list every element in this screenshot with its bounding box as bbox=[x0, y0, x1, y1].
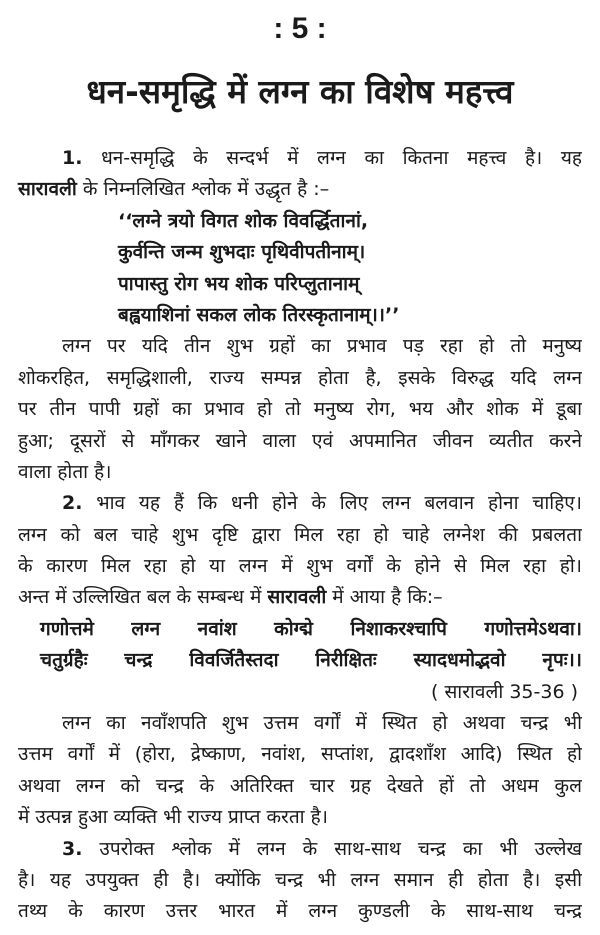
citation bbox=[18, 677, 582, 708]
text-segment: पापास्तु रोग भय शोक परिप्लुतानाम् bbox=[118, 272, 360, 295]
text-line bbox=[18, 551, 582, 582]
text-line bbox=[18, 896, 582, 927]
text-segment: चतुर्ग्रहैः चन्द्र विवर्जितैस्तदा निरीक्षितः स्यादधमोद्भवो नृपः।। bbox=[40, 649, 582, 672]
text-segment: में आया है कि:– bbox=[326, 586, 443, 609]
verse-line bbox=[18, 614, 582, 645]
text-segment: उपरोक्त श्लोक में लग्न के साथ-साथ चन्द्र का भी उल्लेख bbox=[82, 837, 582, 860]
text-segment: लग्न का नवाँशपति शुभ उत्तम वर्गों में स्थित हो अथवा चन्द्र भी bbox=[62, 712, 582, 735]
text-segment: तथ्य के कारण उत्तर भारत में लग्न कुण्डली के साथ-साथ चन्द्र bbox=[18, 900, 582, 923]
text-segment: ( सारावली 35-36 ) bbox=[431, 680, 578, 703]
bold-text: 2. bbox=[62, 492, 83, 515]
bold-text: 3. bbox=[62, 837, 83, 860]
chapter-number: : 5 : bbox=[273, 12, 327, 45]
text-segment: कुर्वन्ति जन्म शुभदाः पृथिवीपतीनाम्। bbox=[118, 241, 366, 264]
chapter-title: धन-समृद्धि में लग्न का विशेष महत्त्व bbox=[86, 72, 514, 111]
text-line bbox=[18, 457, 582, 488]
text-segment: गणोत्तमे लग्न नवांश कोग्द्मे निशाकरश्चापि गणोत्तमेऽथवा। bbox=[40, 617, 582, 640]
text-segment: में उत्पन्न हुआ व्यक्ति भी राज्य प्राप्त करता है। bbox=[18, 806, 328, 829]
text-line bbox=[18, 708, 582, 739]
text-line bbox=[18, 363, 582, 394]
text-line bbox=[18, 426, 582, 457]
text-segment: लग्न पर यदि तीन शुभ ग्रहों का प्रभाव पड़ रहा हो तो मनुष्य bbox=[62, 335, 582, 358]
text-segment: अन्त में उल्लिखित बल के सम्बन्ध में bbox=[18, 586, 268, 609]
text-segment: धन-समृद्धि के सन्दर्भ में लग्न का कितना महत्त्व है। यह bbox=[82, 147, 582, 169]
text-segment: है। यह उपयुक्त ही है। क्योंकि चन्द्र भी लग्न समान ही होता है। इसी bbox=[18, 868, 582, 891]
text-line bbox=[18, 834, 582, 865]
verse-line bbox=[18, 269, 582, 300]
text-line bbox=[18, 802, 582, 833]
text-segment: उत्तम वर्गों में (होरा, द्रेष्काण, नवांश, सप्तांश, द्वादशाँश आदि) स्थित हो bbox=[18, 743, 582, 766]
bold-text: सारावली bbox=[267, 586, 327, 609]
verse-line bbox=[18, 645, 582, 676]
text-line bbox=[18, 174, 582, 205]
text-segment: वाला होता है। bbox=[18, 460, 112, 483]
text-line bbox=[18, 771, 582, 802]
text-line bbox=[18, 520, 582, 551]
verse-line bbox=[18, 206, 582, 237]
body-text bbox=[18, 143, 582, 928]
text-line bbox=[18, 739, 582, 770]
text-segment: पर तीन पापी ग्रहों का प्रभाव हो तो मनुष्य रोग, भय और शोक में डूबा bbox=[18, 398, 582, 421]
text-line bbox=[18, 394, 582, 425]
text-segment: शोकरहित, समृद्धिशाली, राज्य सम्पन्न होता है, इसके विरुद्ध यदि लग्न bbox=[18, 366, 582, 389]
text-segment: के कारण मिल रहा हो या लग्न में शुभ वर्गों के होने से मिल रहा हो। bbox=[18, 555, 582, 578]
verse-line bbox=[18, 300, 582, 331]
text-segment: के निम्नलिखित श्लोक में उद्धृत है :– bbox=[76, 178, 330, 201]
text-segment: ‘‘लग्ने त्रयो विगत शोक विवर्द्धितानां, bbox=[118, 209, 369, 232]
text-line bbox=[18, 488, 582, 519]
text-line bbox=[18, 865, 582, 896]
text-segment: लग्न को बल चाहे शुभ दृष्टि द्वारा मिल रहा हो चाहे लग्नेश की प्रबलता bbox=[18, 523, 582, 546]
text-line bbox=[18, 331, 582, 362]
verse-line bbox=[18, 237, 582, 268]
bold-text: 1. bbox=[62, 147, 83, 169]
bold-text: सारावली bbox=[18, 178, 77, 201]
text-segment: भाव यह हैं कि धनी होने के लिए लग्न बलवान होना चाहिए। bbox=[82, 492, 582, 515]
text-line bbox=[18, 582, 582, 613]
text-segment: अथवा लग्न को चन्द्र के अतिरिक्त चार ग्रह देखते हों तो अधम कुल bbox=[18, 774, 582, 797]
text-segment: हुआ; दूसरों से माँगकर खाने वाला एवं अपमानित जीवन व्यतीत करने bbox=[18, 429, 582, 452]
text-line bbox=[18, 143, 582, 174]
text-segment: बह्वयाशिनां सकल लोक तिरस्कृतानाम्।।’’ bbox=[118, 303, 400, 326]
